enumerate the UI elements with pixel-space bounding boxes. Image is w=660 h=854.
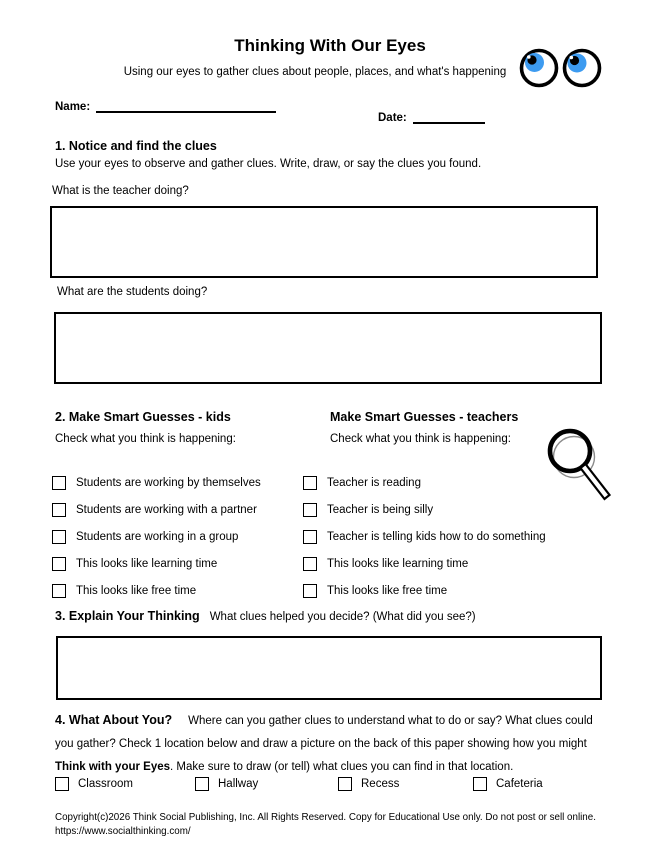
checkbox-kids-working-by-themselves[interactable]	[52, 476, 66, 490]
section2-kids-heading: 2. Make Smart Guesses - kids	[55, 410, 231, 424]
checkbox-row	[52, 550, 261, 577]
section4-line3	[55, 756, 615, 779]
checkbox-row	[52, 496, 261, 523]
section3-heading-row	[55, 609, 476, 623]
checkbox-recess[interactable]	[338, 777, 352, 791]
magnifying-glass-icon	[533, 418, 617, 506]
section3-prompt: What clues helped you decide? (What did you see?)	[209, 611, 476, 623]
section4-line1	[55, 709, 615, 733]
checkbox-kids-learning-time[interactable]	[52, 557, 66, 571]
explain-thinking-answer-box[interactable]	[56, 636, 602, 700]
name-input-line[interactable]	[96, 99, 276, 113]
checkbox-label: Students are working by themselves	[76, 476, 261, 489]
checkbox-label: Classroom	[78, 778, 133, 790]
checkbox-row	[52, 523, 261, 550]
checkbox-teachers-learning-time[interactable]	[303, 557, 317, 571]
checkbox-row	[303, 523, 546, 550]
section3-heading: 3. Explain Your Thinking	[55, 609, 200, 623]
checkbox-row	[52, 577, 261, 604]
checkbox-teachers-free-time[interactable]	[303, 584, 317, 598]
checkbox-hallway[interactable]	[195, 777, 209, 791]
copyright-text: Copyright(c)2026 Think Social Publishing, Inc. All Rights Reserved. Copy for Educational Use only. Do not post or sell online.	[55, 812, 596, 823]
checkbox-row	[52, 469, 261, 496]
checkbox-label: This looks like learning time	[327, 557, 469, 570]
checkbox-teacher-telling-kids[interactable]	[303, 530, 317, 544]
question-teacher-label: What is the teacher doing?	[52, 185, 189, 197]
section2-kids-prompt: Check what you think is happening:	[55, 433, 236, 445]
checkbox-label: Recess	[361, 778, 400, 790]
section4-paragraph	[55, 709, 615, 779]
checkbox-row	[303, 550, 546, 577]
question-students-label: What are the students doing?	[57, 286, 208, 298]
eyes-icon	[517, 46, 603, 92]
section2-teachers-prompt: Check what you think is happening:	[330, 433, 511, 445]
checkbox-label: This looks like learning time	[76, 557, 218, 570]
checkbox-label: Teacher is reading	[327, 476, 421, 489]
checkbox-kids-working-with-partner[interactable]	[52, 503, 66, 517]
location-option-hallway	[195, 777, 258, 791]
teachers-checkbox-list	[303, 469, 546, 604]
date-field-row	[378, 110, 485, 124]
checkbox-label: Hallway	[218, 778, 259, 790]
checkbox-label: Teacher is telling kids how to do something	[327, 530, 546, 543]
section1-instructions: Use your eyes to observe and gather clues. Write, draw, or say the clues you found.	[55, 158, 482, 170]
date-input-line[interactable]	[413, 110, 485, 124]
page-subtitle: Using our eyes to gather clues about people, places, and what's happening	[123, 66, 507, 78]
checkbox-teacher-being-silly[interactable]	[303, 503, 317, 517]
checkbox-label: Teacher is being silly	[327, 503, 434, 516]
checkbox-label: Students are working in a group	[76, 530, 239, 543]
section4-line3-text: . Make sure to draw (or tell) what clues you can find in that location.	[170, 761, 514, 773]
location-option-recess	[338, 777, 399, 791]
checkbox-cafeteria[interactable]	[473, 777, 487, 791]
footer-url: https://www.socialthinking.com/	[55, 825, 191, 837]
section4-heading: 4. What About You?	[55, 713, 173, 727]
teacher-answer-box[interactable]	[50, 206, 598, 278]
checkbox-kids-free-time[interactable]	[52, 584, 66, 598]
page-title: Thinking With Our Eyes	[234, 36, 426, 55]
name-field-row	[55, 99, 276, 113]
students-answer-box[interactable]	[54, 312, 602, 384]
section4-line2: you gather? Check 1 location below and draw a picture on the back of this paper showing how you might	[55, 738, 587, 750]
checkbox-label: This looks like free time	[327, 584, 448, 597]
location-option-cafeteria	[473, 777, 543, 791]
name-label: Name:	[55, 101, 91, 113]
section4-line1-text: Where can you gather clues to understand what to do or say? What clues could	[188, 715, 593, 727]
kids-checkbox-list	[52, 469, 261, 604]
section4-line3-bold: Think with your Eyes	[55, 761, 171, 773]
checkbox-label: This looks like free time	[76, 584, 197, 597]
location-option-classroom	[55, 777, 133, 791]
checkbox-row	[303, 496, 546, 523]
checkbox-kids-working-in-group[interactable]	[52, 530, 66, 544]
checkbox-label: Students are working with a partner	[76, 503, 257, 516]
section1-heading: 1. Notice and find the clues	[55, 139, 217, 153]
checkbox-label: Cafeteria	[496, 778, 543, 790]
checkbox-teacher-reading[interactable]	[303, 476, 317, 490]
checkbox-row	[303, 577, 546, 604]
checkbox-classroom[interactable]	[55, 777, 69, 791]
checkbox-row	[303, 469, 546, 496]
section2-teachers-heading: Make Smart Guesses - teachers	[330, 410, 519, 424]
footer	[55, 811, 625, 838]
date-label: Date:	[378, 112, 407, 124]
